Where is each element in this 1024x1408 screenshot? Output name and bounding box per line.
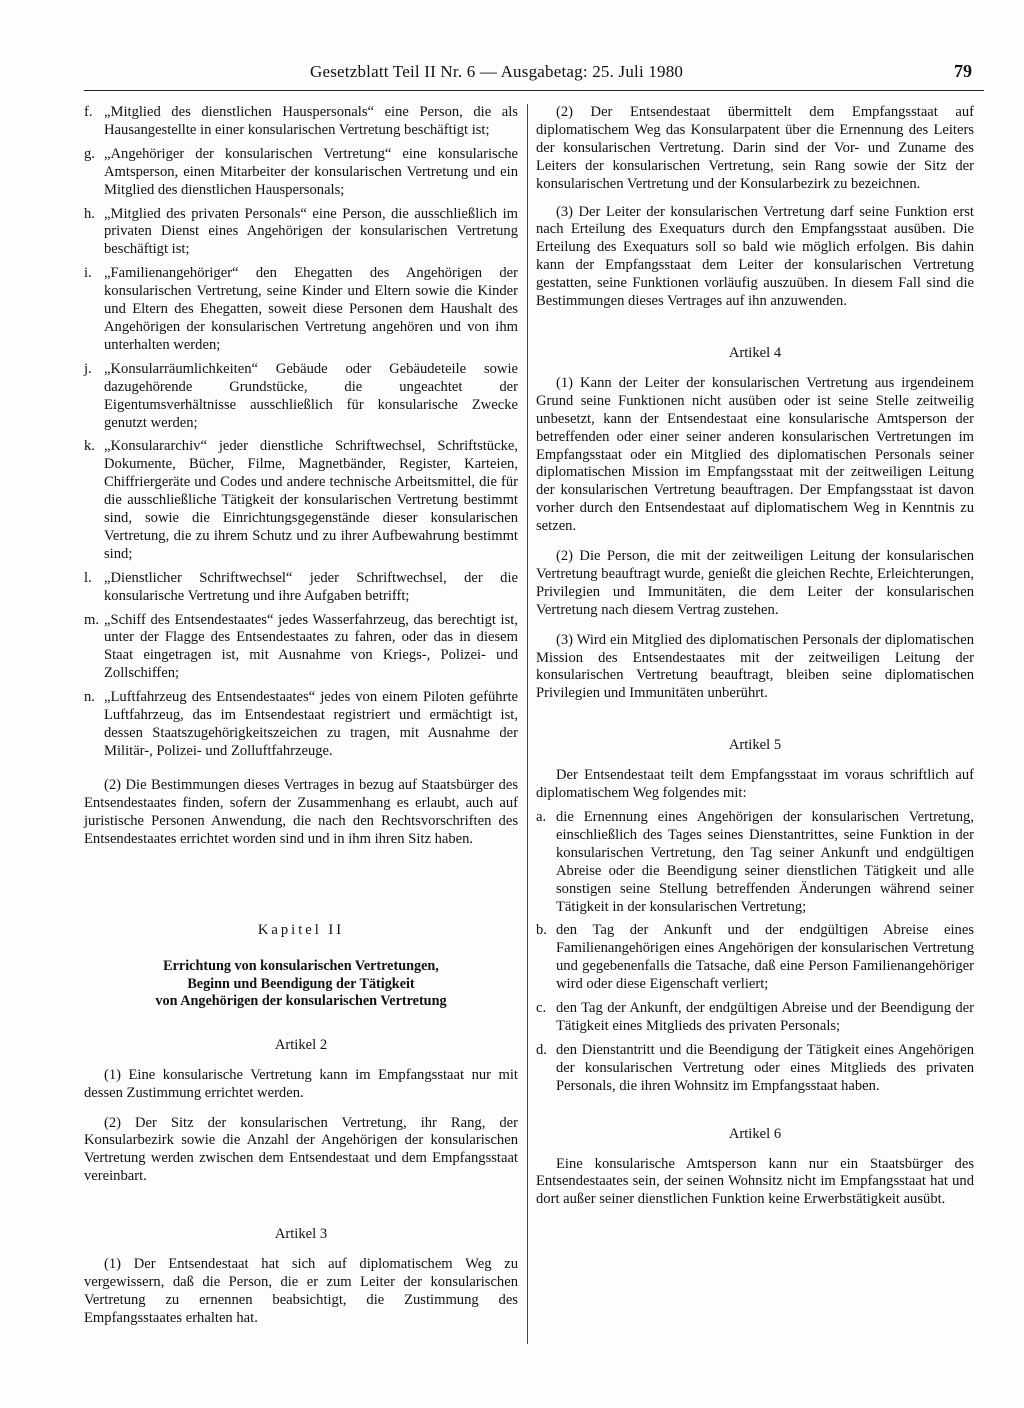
- chapter-heading: Kapitel II: [257, 922, 345, 939]
- item-label: l.: [84, 569, 92, 586]
- item-label: h.: [84, 205, 95, 222]
- article-5-intro: Der Entsendestaat teilt dem Empfangsstaat im voraus schriftlich auf diplomatischem Weg folgendes mit:: [536, 767, 974, 802]
- right-column: [536, 104, 974, 1215]
- article-3-heading: Artikel 3: [274, 1226, 328, 1243]
- definition-item-m: [84, 612, 518, 684]
- article-6-heading: Artikel 6: [728, 1125, 782, 1142]
- definition-item-k: [84, 438, 518, 563]
- article-2-paragraph-2: (2) Der Sitz der konsularischen Vertretung, ihr Rang, der Konsularbezirk sowie die Anzahl der Angehörigen der konsularischen Vertretung werden zwischen dem Entsendestaat und dem Empfangsstaat vereinbart.: [84, 1114, 518, 1185]
- chapter-title-line: Beginn und Beendigung der Tätigkeit: [187, 975, 415, 992]
- notification-item-c: [536, 1000, 974, 1036]
- item-text: den Dienstantritt und die Beendigung der Tätigkeit eines Angehörigen der konsularischen Vertretung oder eines Mitglieds des privaten Personals, die ihren Wohnsitz im Empfangsstaat haben.: [556, 1041, 974, 1094]
- article-3-paragraph-1: (1) Der Entsendestaat hat sich auf diplomatischem Weg zu vergewissern, daß die Person, die er zum Leiter der konsularischen Vertretung zu ernennen beabsichtigt, die Zustimmung des Empfangsstaates erhalten hat.: [84, 1256, 518, 1326]
- column-divider: [527, 104, 528, 1344]
- item-label: k.: [84, 438, 95, 455]
- item-label: b.: [536, 922, 547, 939]
- page-header: [80, 56, 984, 86]
- item-text: die Ernennung eines Angehörigen der konsularischen Vertretung, einschließlich des Tages seines Dienstantrittes, seine Funktion in der konsularischen Vertretung, den Tag seiner Ankunft und endgültigen Abreise oder die Beendigung seiner dienstlichen Tätigkeit und alle sonstigen seine Stellung betreffenden Änderungen während seiner Tätigkeit in der konsularischen Vertretung;: [556, 809, 974, 915]
- chapter-title-line: Errichtung von konsularischen Vertretungen,: [163, 958, 439, 975]
- article-3-paragraph-2: (2) Der Entsendestaat übermittelt dem Empfangsstaat auf diplomatischem Weg das Konsularpatent über die Ernennung des Leiters der konsularischen Vertretung. Darin sind der Vor- und Zuname des Leiters der konsularischen Vertretung, sein Rang sowie der Sitz der konsularischen Vertretung und der Konsularbezirk zu bezeichnen.: [536, 104, 974, 192]
- item-label: a.: [536, 809, 547, 825]
- definition-item-j: [84, 361, 518, 433]
- item-text: „Dienstlicher Schriftwechsel“ jeder Schriftwechsel, der die konsularische Vertretung und ihre Aufgaben betrifft;: [104, 569, 518, 604]
- paragraph-2: (2) Die Bestimmungen dieses Vertrages in bezug auf Staatsbürger des Entsendestaates finden, sofern der Zusammenhang es erlaubt, auch auf juristische Personen Anwendung, die nach den Rechtsvorschriften des Entsendestaates errichtet worden sind und in ihm ihren Sitz haben.: [84, 776, 518, 847]
- item-text: den Tag der Ankunft, der endgültigen Abreise und der Beendigung der Tätigkeit eines Mitglieds des privaten Personals;: [556, 1000, 974, 1034]
- article-2-heading: Artikel 2: [274, 1036, 328, 1053]
- article-4-paragraph-1: (1) Kann der Leiter der konsularischen Vertretung aus irgendeinem Grund seine Funktionen nicht ausüben oder ist seine Stelle zeitweilig unbesetzt, kann der Entsendestaat eine konsularische Amtsperson der betreffenden oder einer seiner anderen konsularischen Vertretungen im Empfangsstaat oder ein Mitglied des diplomatischen Personals seiner diplomatischen Mission im Empfangsstaat mit der zeitweiligen Leitung der konsularischen Vertretung beauftragen. Der Empfangsstaat ist davon vorher durch den Entsendestaat auf diplomatischem Weg in Kenntnis zu setzen.: [536, 374, 974, 535]
- item-label: g.: [84, 145, 95, 162]
- header-title: Gesetzblatt Teil II Nr. 6 — Ausgabetag: 25. Juli 1980: [310, 62, 684, 81]
- notification-item-d: [536, 1042, 974, 1096]
- item-label: d.: [536, 1041, 547, 1058]
- notification-item-a: [536, 809, 974, 916]
- item-text: „Angehöriger der konsularischen Vertretung“ eine konsularische Amtsperson, einen Mitarbeiter der konsularischen Vertretung und ein Mitglied des dienstlichen Hauspersonals;: [104, 145, 518, 198]
- notification-item-b: [536, 922, 974, 994]
- item-text: den Tag der Ankunft und der endgültigen Abreise eines Familienangehörigen eines Angehörigen der konsularischen Vertretung und gegebenenfalls die Tatsache, daß eine Person Familienangehöriger wird oder diese Eigenschaft verliert;: [556, 922, 974, 993]
- item-text: „Mitglied des dienstlichen Hauspersonals“ eine Person, die als Hausangestellte in einer konsularischen Vertretung beschäftigt ist;: [104, 104, 518, 138]
- header-rule: [84, 90, 984, 91]
- definition-item-i: [84, 265, 518, 355]
- item-label: f.: [84, 104, 93, 120]
- article-2-paragraph-1: (1) Eine konsularische Vertretung kann im Empfangsstaat nur mit dessen Zustimmung errichtet werden.: [84, 1066, 518, 1101]
- article-6-paragraph: Eine konsularische Amtsperson kann nur ein Staatsbürger des Entsendestaates sein, der seinen Wohnsitz nicht im Empfangsstaat hat und dort außer seiner dienstlichen Funktion keine Erwerbstätigkeit ausübt.: [536, 1155, 974, 1208]
- article-3-paragraph-3: (3) Der Leiter der konsularischen Vertretung darf seine Funktion erst nach Erteilung des Exequaturs durch den Empfangsstaat ausüben. Die Erteilung des Exequaturs soll so bald wie möglich erfolgen. Bis dahin kann der Empfangsstaat dem Leiter der konsularischen Vertretung gestatten, seine Funktionen vorläufig auszuüben. In diesem Fall sind die Bestimmungen dieses Vertrages auf ihn anzuwenden.: [536, 203, 974, 310]
- definition-item-h: [84, 206, 518, 260]
- item-text: „Familienangehöriger“ den Ehegatten des Angehörigen der konsularischen Vertretung, seine Kinder und Eltern sowie die Kinder und Eltern des Ehegatten, soweit diese Personen dem Haushalt des Angehörigen der konsularischen Vertretung angehören und von ihm unterhalten werden;: [104, 265, 518, 353]
- definition-item-g: [84, 146, 518, 200]
- page-number: 79: [954, 61, 972, 81]
- article-4-heading: Artikel 4: [728, 344, 782, 361]
- definition-item-n: [84, 689, 518, 761]
- chapter-title: [84, 958, 518, 1011]
- item-label: j.: [84, 360, 92, 377]
- article-4-paragraph-3: (3) Wird ein Mitglied des diplomatischen Personals der diplomatischen Mission des Entsendestaates mit der zeitweiligen Leitung der konsularischen Vertretung beauftragt, bleiben seine diplomatischen Privilegien und Immunitäten unberührt.: [536, 631, 974, 702]
- item-text: „Mitglied des privaten Personals“ eine Person, die ausschließlich im privaten Dienst eines Angehörigen der konsularischen Vertretung beschäftigt ist;: [104, 205, 518, 258]
- definition-item-f: [84, 104, 518, 140]
- item-text: „Konsularräumlichkeiten“ Gebäude oder Gebäudeteile sowie dazugehörende Grundstücke, die ungeachtet der Eigentumsverhältnisse ausschließlich für konsularische Zwecke genutzt werden;: [104, 360, 518, 431]
- item-label: i.: [84, 265, 92, 282]
- chapter-title-line: von Angehörigen der konsularischen Vertretung: [155, 993, 447, 1010]
- left-column: [84, 104, 518, 1334]
- item-text: „Konsulararchiv“ jeder dienstliche Schriftwechsel, Schriftstücke, Dokumente, Bücher, Filme, Magnetbänder, Register, Karteien, Chiffriergeräte und Codes und andere technische Arbeitsmittel, die für die ausschließliche Tätigkeit der konsularischen Vertretung bestimmt sind, sowie die Einrichtungsgegenstände dieser konsularischen Vertretung, die zu ihrem Schutz und zu ihrer Aufbewahrung bestimmt sind;: [104, 438, 518, 562]
- article-4-paragraph-2: (2) Die Person, die mit der zeitweiligen Leitung der konsularischen Vertretung beauftragt wurde, genießt die gleichen Rechte, Erleichterungen, Privilegien und Immunitäten, die dem Leiter der konsularischen Vertretung nach diesem Vertrag zustehen.: [536, 548, 974, 618]
- item-label: c.: [536, 1000, 547, 1017]
- item-text: „Schiff des Entsendestaates“ jedes Wasserfahrzeug, das berechtigt ist, unter der Flagge des Entsendestaates zu fahren, oder das in diesem Staat eingetragen ist, mit Ausnahme von Kriegs-, Polizei- und Zollschiffen;: [104, 611, 518, 682]
- item-text: „Luftfahrzeug des Entsendestaates“ jedes von einem Piloten geführte Luftfahrzeug, das im Entsendestaat registriert und ermächtigt ist, dessen Staatszugehörigkeitszeichen zu tragen, mit Ausnahme der Militär-, Polizei- und Zolluftfahrzeuge.: [104, 689, 518, 759]
- definition-item-l: [84, 570, 518, 606]
- item-label: n.: [84, 689, 95, 706]
- item-label: m.: [84, 611, 99, 628]
- article-5-heading: Artikel 5: [728, 737, 782, 754]
